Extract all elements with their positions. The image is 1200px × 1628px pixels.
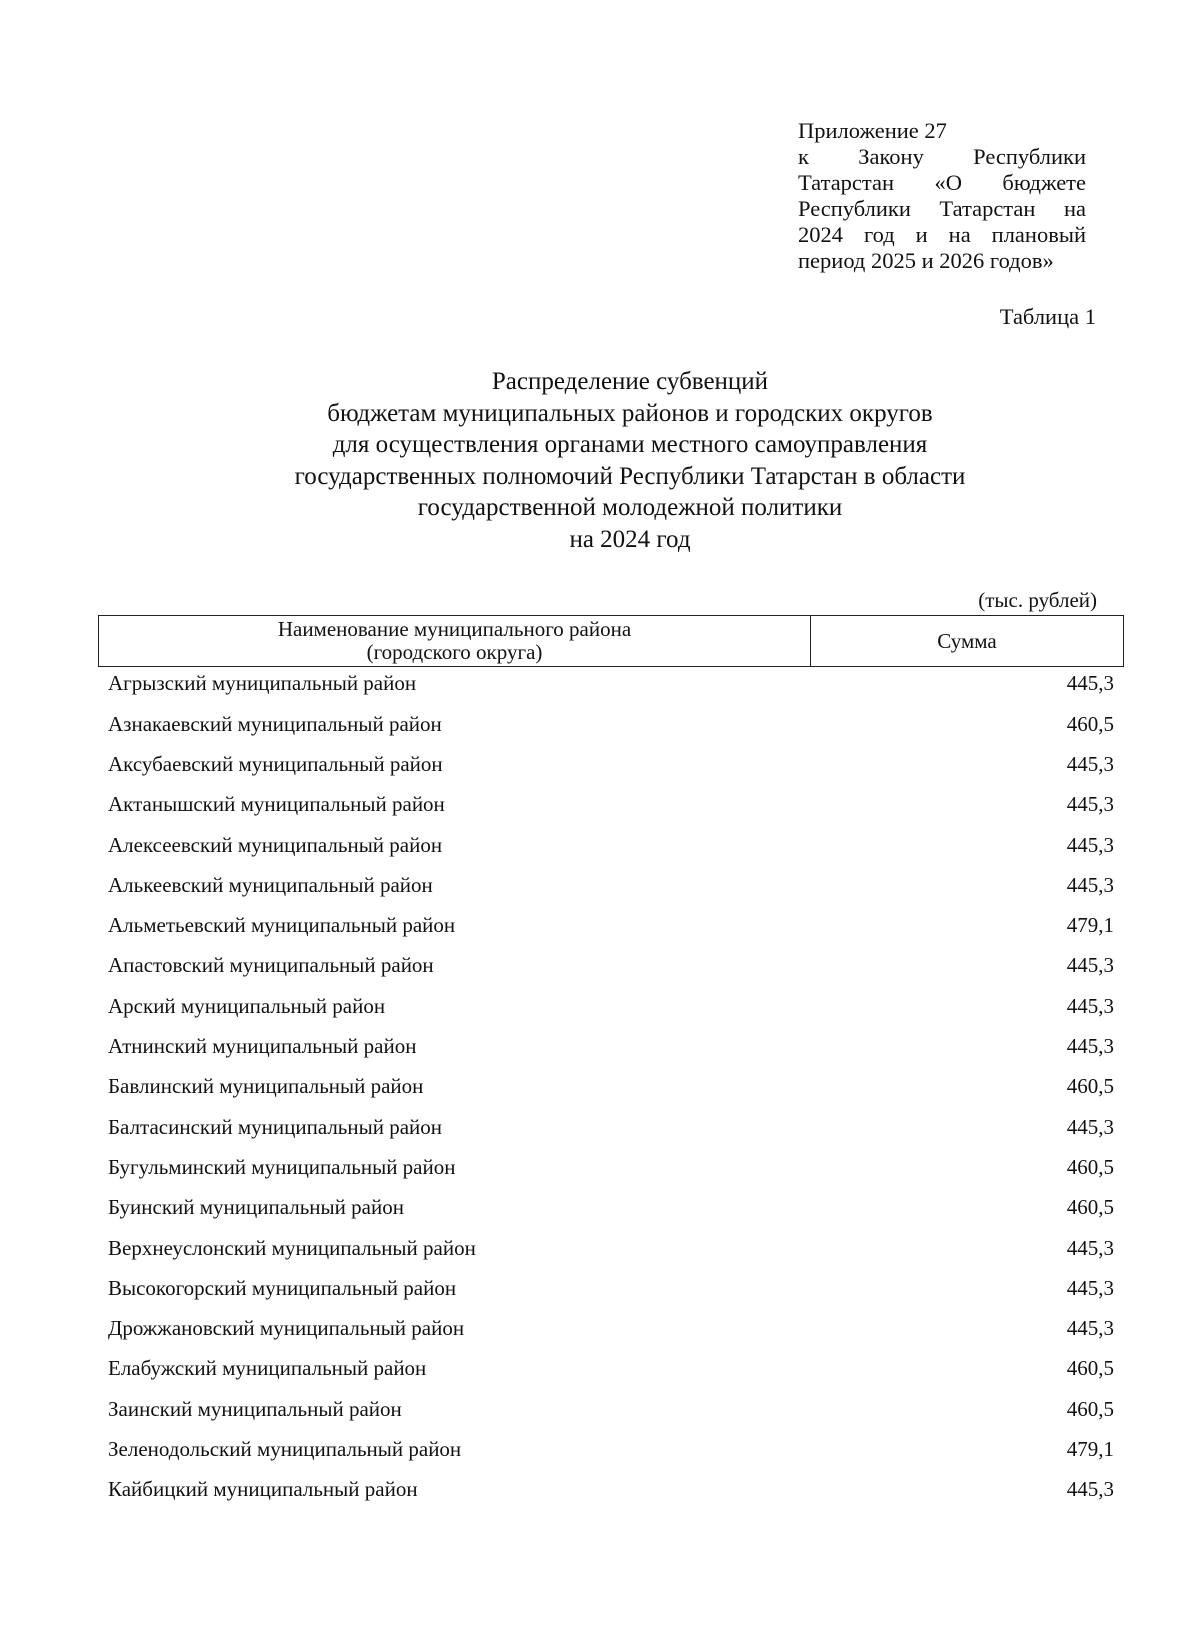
district-amount: 445,3 <box>1066 993 1114 1018</box>
district-amount: 460,5 <box>1066 1356 1114 1381</box>
table-header <box>98 615 1124 667</box>
table-row <box>108 905 1114 945</box>
district-name: Алькеевский муниципальный район <box>108 872 433 897</box>
district-name: Заинский муниципальный район <box>108 1396 402 1421</box>
table-row <box>108 1389 1114 1429</box>
district-name: Аксубаевский муниципальный район <box>108 751 443 776</box>
header-name-line: (городского округа) <box>366 640 543 664</box>
table-row <box>108 1107 1114 1147</box>
title-line: бюджетам муниципальных районов и городских округов <box>327 399 933 427</box>
district-amount: 445,3 <box>1066 1477 1114 1502</box>
district-amount: 445,3 <box>1066 1275 1114 1300</box>
table-row <box>108 704 1114 744</box>
district-amount: 479,1 <box>1066 913 1114 938</box>
district-amount: 445,3 <box>1066 1114 1114 1139</box>
district-amount: 460,5 <box>1066 1195 1114 1220</box>
district-name: Азнакаевский муниципальный район <box>108 711 442 736</box>
district-name: Алексеевский муниципальный район <box>108 832 443 857</box>
district-amount: 460,5 <box>1066 1396 1114 1421</box>
district-amount: 445,3 <box>1066 953 1114 978</box>
district-name: Дрожжановский муниципальный район <box>108 1316 465 1341</box>
title-line: на 2024 год <box>569 525 691 553</box>
district-amount: 445,3 <box>1066 792 1114 817</box>
district-amount: 445,3 <box>1066 670 1114 695</box>
table-row <box>108 1228 1114 1268</box>
district-name: Бугульминский муниципальный район <box>108 1154 456 1179</box>
table-row <box>108 825 1114 865</box>
district-amount: 460,5 <box>1066 1074 1114 1099</box>
table-row <box>108 744 1114 784</box>
table-row <box>108 1470 1114 1510</box>
title-line: для осуществления органами местного самоуправления <box>332 431 928 459</box>
table-row <box>108 1268 1114 1308</box>
table-number: Таблица 1 <box>999 304 1096 329</box>
units-label: (тыс. рублей) <box>978 588 1097 612</box>
district-name: Арский муниципальный район <box>108 993 386 1018</box>
table-row <box>108 1429 1114 1469</box>
appendix-line: Татарстан «О бюджете <box>798 170 1086 195</box>
table-row <box>108 1067 1114 1107</box>
district-amount: 445,3 <box>1066 872 1114 897</box>
district-name: Апастовский муниципальный район <box>108 953 434 978</box>
table-row <box>108 986 1114 1026</box>
appendix-line: 2024 год и на плановый <box>798 222 1086 247</box>
header-name-cell <box>99 616 811 666</box>
title-line: Распределение субвенций <box>491 368 769 395</box>
district-name: Агрызский муниципальный район <box>108 670 417 695</box>
document-title <box>0 366 1200 556</box>
district-amount: 479,1 <box>1066 1436 1114 1461</box>
table-body <box>108 670 1114 1510</box>
table-row <box>108 1026 1114 1066</box>
district-name: Верхнеуслонский муниципальный район <box>108 1235 476 1260</box>
title-line: государственных полномочий Республики Татарстан в области <box>294 462 966 490</box>
table-row <box>108 1349 1114 1389</box>
table-row <box>108 670 1114 696</box>
table-row <box>108 1188 1114 1228</box>
district-amount: 445,3 <box>1066 832 1114 857</box>
appendix-line: период 2025 и 2026 годов» <box>798 248 1054 273</box>
table-row <box>108 1147 1114 1187</box>
table-row <box>108 865 1114 905</box>
district-name: Кайбицкий муниципальный район <box>108 1477 418 1502</box>
appendix-line: Республики Татарстан на <box>798 196 1086 221</box>
district-name: Балтасинский муниципальный район <box>108 1114 443 1139</box>
table-row <box>108 1308 1114 1348</box>
district-amount: 445,3 <box>1066 1034 1114 1059</box>
header-sum-cell: Сумма <box>937 628 997 653</box>
district-name: Высокогорский муниципальный район <box>108 1275 457 1300</box>
table-row <box>108 785 1114 825</box>
appendix-block <box>798 118 1086 274</box>
district-name: Атнинский муниципальный район <box>108 1034 417 1059</box>
header-name-line: Наименование муниципального района <box>277 617 632 641</box>
district-amount: 445,3 <box>1066 1235 1114 1260</box>
district-amount: 445,3 <box>1066 751 1114 776</box>
district-name: Альметьевский муниципальный район <box>108 913 456 938</box>
appendix-line: к Закону Республики <box>798 144 1086 169</box>
district-name: Буинский муниципальный район <box>108 1195 404 1220</box>
district-amount: 460,5 <box>1066 711 1114 736</box>
district-amount: 445,3 <box>1066 1316 1114 1341</box>
table-row <box>108 946 1114 986</box>
district-name: Елабужский муниципальный район <box>108 1356 427 1381</box>
appendix-line: Приложение 27 <box>798 118 947 143</box>
district-name: Бавлинский муниципальный район <box>108 1074 424 1099</box>
title-line: государственной молодежной политики <box>417 494 843 522</box>
district-name: Актанышский муниципальный район <box>108 792 445 817</box>
district-name: Зеленодольский муниципальный район <box>108 1436 462 1461</box>
district-amount: 460,5 <box>1066 1154 1114 1179</box>
